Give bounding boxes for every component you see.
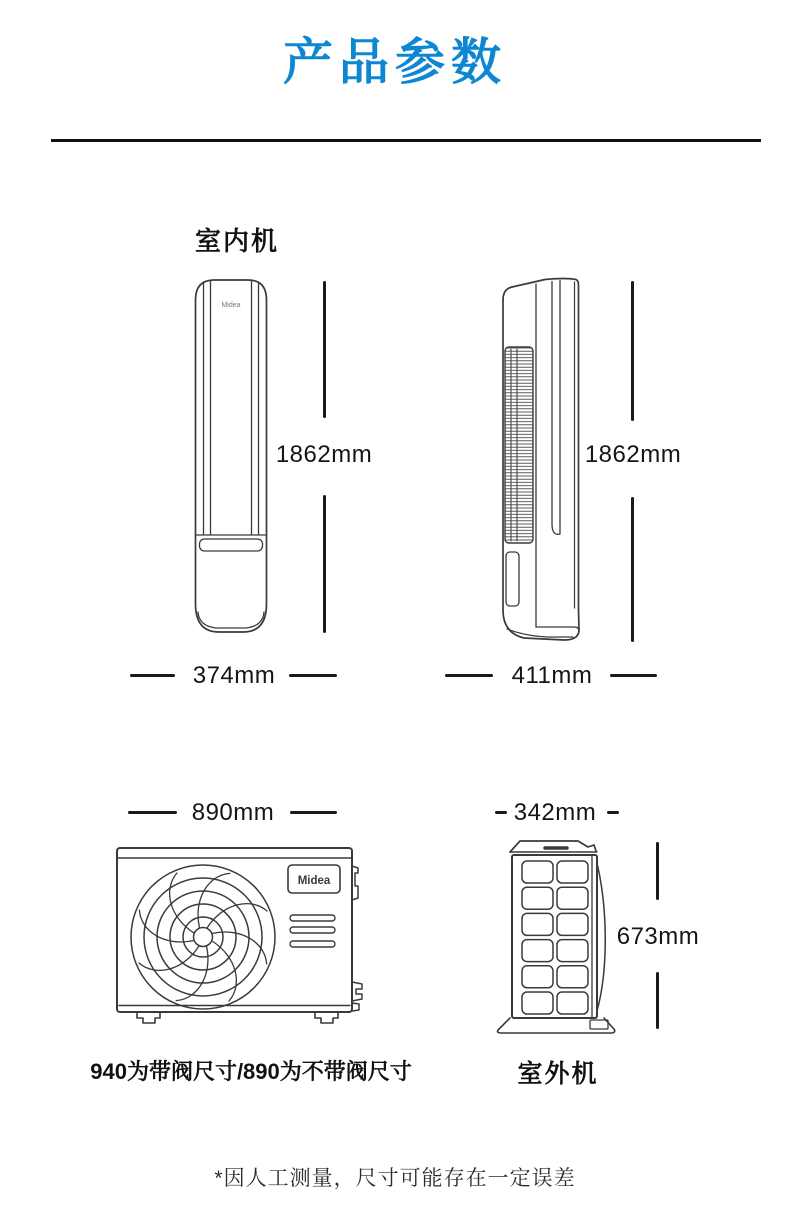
dim-label-outdoor-side-width: 342mm xyxy=(513,799,597,826)
midea-logo-text-outdoor: Midea xyxy=(297,875,331,887)
valve-size-note: 940为带阀尺寸/890为不带阀尺寸 xyxy=(90,1059,412,1084)
dim-line-outdoor-side-height-bottom xyxy=(656,972,659,1029)
outdoor-unit-front-drawing xyxy=(108,842,370,1032)
dim-dash-outdoor-front-width-left xyxy=(128,811,177,814)
dim-label-indoor-front-height: 1862mm xyxy=(275,441,373,468)
title-divider xyxy=(51,139,761,142)
dim-label-outdoor-front-width: 890mm xyxy=(191,799,275,826)
dim-line-indoor-side-height-top xyxy=(631,281,634,421)
dim-line-indoor-side-height-bottom xyxy=(631,497,634,642)
dim-dash-indoor-front-width-right xyxy=(289,674,337,677)
dim-line-indoor-front-height-top xyxy=(323,281,326,418)
dim-label-indoor-side-height: 1862mm xyxy=(584,441,682,468)
dim-dash-indoor-side-width-right xyxy=(610,674,657,677)
dim-dash-outdoor-side-width-left xyxy=(495,811,507,814)
dim-dash-indoor-side-width-left xyxy=(445,674,493,677)
dim-label-outdoor-side-height: 673mm xyxy=(616,923,700,950)
dim-dash-outdoor-front-width-right xyxy=(290,811,337,814)
dim-line-indoor-front-height-bottom xyxy=(323,495,326,633)
indoor-unit-side-drawing xyxy=(490,276,590,648)
dim-label-indoor-side-width: 411mm xyxy=(511,662,593,689)
dim-label-indoor-front-width: 374mm xyxy=(192,662,276,689)
outdoor-unit-label: 室外机 xyxy=(517,1060,599,1088)
dim-line-outdoor-side-height-top xyxy=(656,842,659,900)
dim-dash-indoor-front-width-left xyxy=(130,674,175,677)
midea-logo-text-indoor: Midea xyxy=(221,302,241,309)
page-title: 产品参数 xyxy=(283,34,507,90)
dim-dash-outdoor-side-width-right xyxy=(607,811,619,814)
measurement-footnote: *因人工测量，尺寸可能存在一定误差 xyxy=(214,1167,576,1190)
indoor-unit-label: 室内机 xyxy=(195,226,280,256)
